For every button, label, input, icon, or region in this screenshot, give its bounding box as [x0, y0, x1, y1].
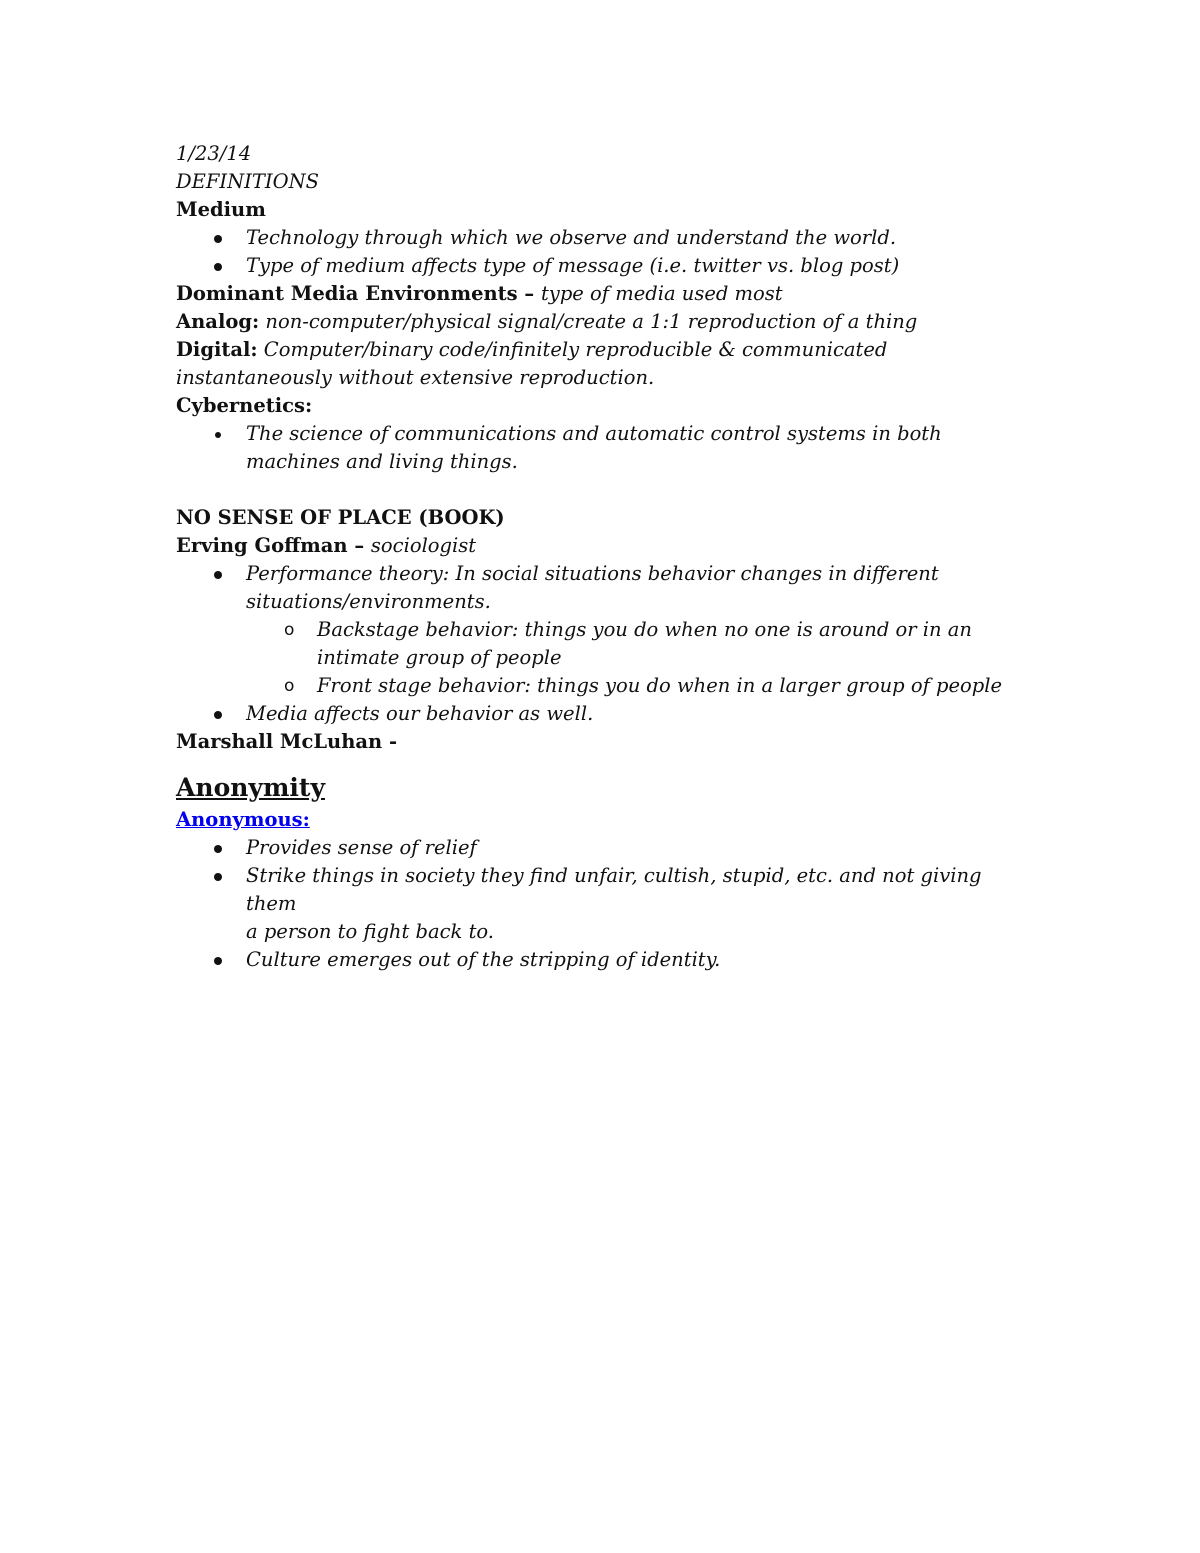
cybernetics-list [176, 420, 1036, 476]
book-heading: NO SENSE OF PLACE (BOOK) [176, 506, 505, 529]
list-item: Type of medium affects type of message (i.e. twitter vs. blog post) [176, 252, 1036, 280]
anonymous-link[interactable]: Anonymous: [176, 808, 310, 831]
bullet-icon [215, 432, 221, 438]
digital-definition: Digital: Computer/binary code/infinitely reproducible & communicated [176, 338, 888, 361]
goffman-list [176, 560, 1036, 728]
cybernetics-term: Cybernetics: [176, 394, 313, 417]
bullet-icon [214, 263, 222, 271]
bullet-icon [214, 873, 222, 881]
bullet-icon [214, 845, 222, 853]
date: 1/23/14 [176, 142, 252, 165]
document-page [176, 140, 1036, 974]
list-item: o Backstage behavior: things you do when no one is around or in an intimate group of people [284, 618, 972, 669]
list-item: Provides sense of relief [176, 834, 1036, 862]
mcluhan-term: Marshall McLuhan - [176, 730, 398, 753]
bullet-icon [214, 957, 222, 965]
bullet-icon [214, 571, 222, 579]
list-item: Technology through which we observe and understand the world. [176, 224, 1036, 252]
analog-definition: Analog: non-computer/physical signal/create a 1:1 reproduction of a thing [176, 310, 918, 333]
list-item: Strike things in society they find unfair, cultish, stupid, etc. and not giving them a person to fight back to. [176, 862, 1036, 946]
list-item: The science of communications and automatic control systems in both machines and living things. [176, 420, 1036, 476]
medium-list [176, 224, 1036, 280]
list-item: Culture emerges out of the stripping of identity. [176, 946, 1036, 974]
bullet-icon [214, 711, 222, 719]
list-item: Media affects our behavior as well. [176, 700, 1036, 728]
circle-bullet-icon: o [284, 620, 295, 640]
anonymous-link-line [176, 806, 1036, 834]
medium-term: Medium [176, 198, 266, 221]
digital-definition-cont: instantaneously without extensive reproduction. [176, 366, 655, 389]
bullet-icon [214, 235, 222, 243]
anonymous-list [176, 834, 1036, 974]
list-item: o Front stage behavior: things you do when in a larger group of people [176, 672, 1036, 700]
list-item: Performance theory: In social situations behavior changes in different situations/environments. [176, 560, 1036, 616]
definitions-heading: DEFINITIONS [176, 170, 319, 193]
goffman-definition: Erving Goffman – sociologist [176, 534, 477, 557]
anonymity-heading: Anonymity [176, 773, 325, 802]
circle-bullet-icon: o [284, 676, 295, 696]
dominant-media-definition: Dominant Media Environments – type of media used most [176, 282, 783, 305]
